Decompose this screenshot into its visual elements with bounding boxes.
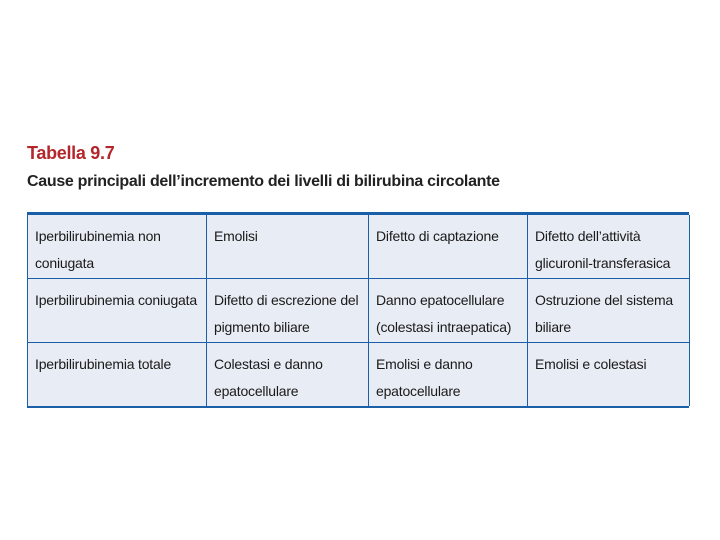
table-row — [28, 343, 690, 407]
table-title: Cause principali dell’incremento dei livelli di bilirubina circolante — [27, 173, 500, 190]
table-cell: Danno epatocellulare (colestasi intraepatica) — [369, 279, 528, 343]
table-row — [28, 215, 690, 279]
table-cell: Colestasi e danno epatocellulare — [207, 343, 369, 407]
table-cell: Difetto dell’attività glicuronil-transferasica — [528, 215, 690, 279]
table-cell: Emolisi e colestasi — [528, 343, 690, 407]
table-cell: Difetto di escrezione del pigmento biliare — [207, 279, 369, 343]
bilirubin-causes-table — [27, 212, 689, 408]
table-row — [28, 279, 690, 343]
table-number-label: Tabella 9.7 — [27, 143, 115, 163]
table-cell: Iperbilirubinemia non coniugata — [28, 215, 207, 279]
table-cell: Emolisi e danno epatocellulare — [369, 343, 528, 407]
table-cell: Ostruzione del sistema biliare — [528, 279, 690, 343]
table-cell: Difetto di captazione — [369, 215, 528, 279]
table-cell: Emolisi — [207, 215, 369, 279]
table-cell: Iperbilirubinemia coniugata — [28, 279, 207, 343]
table-cell: Iperbilirubinemia totale — [28, 343, 207, 407]
